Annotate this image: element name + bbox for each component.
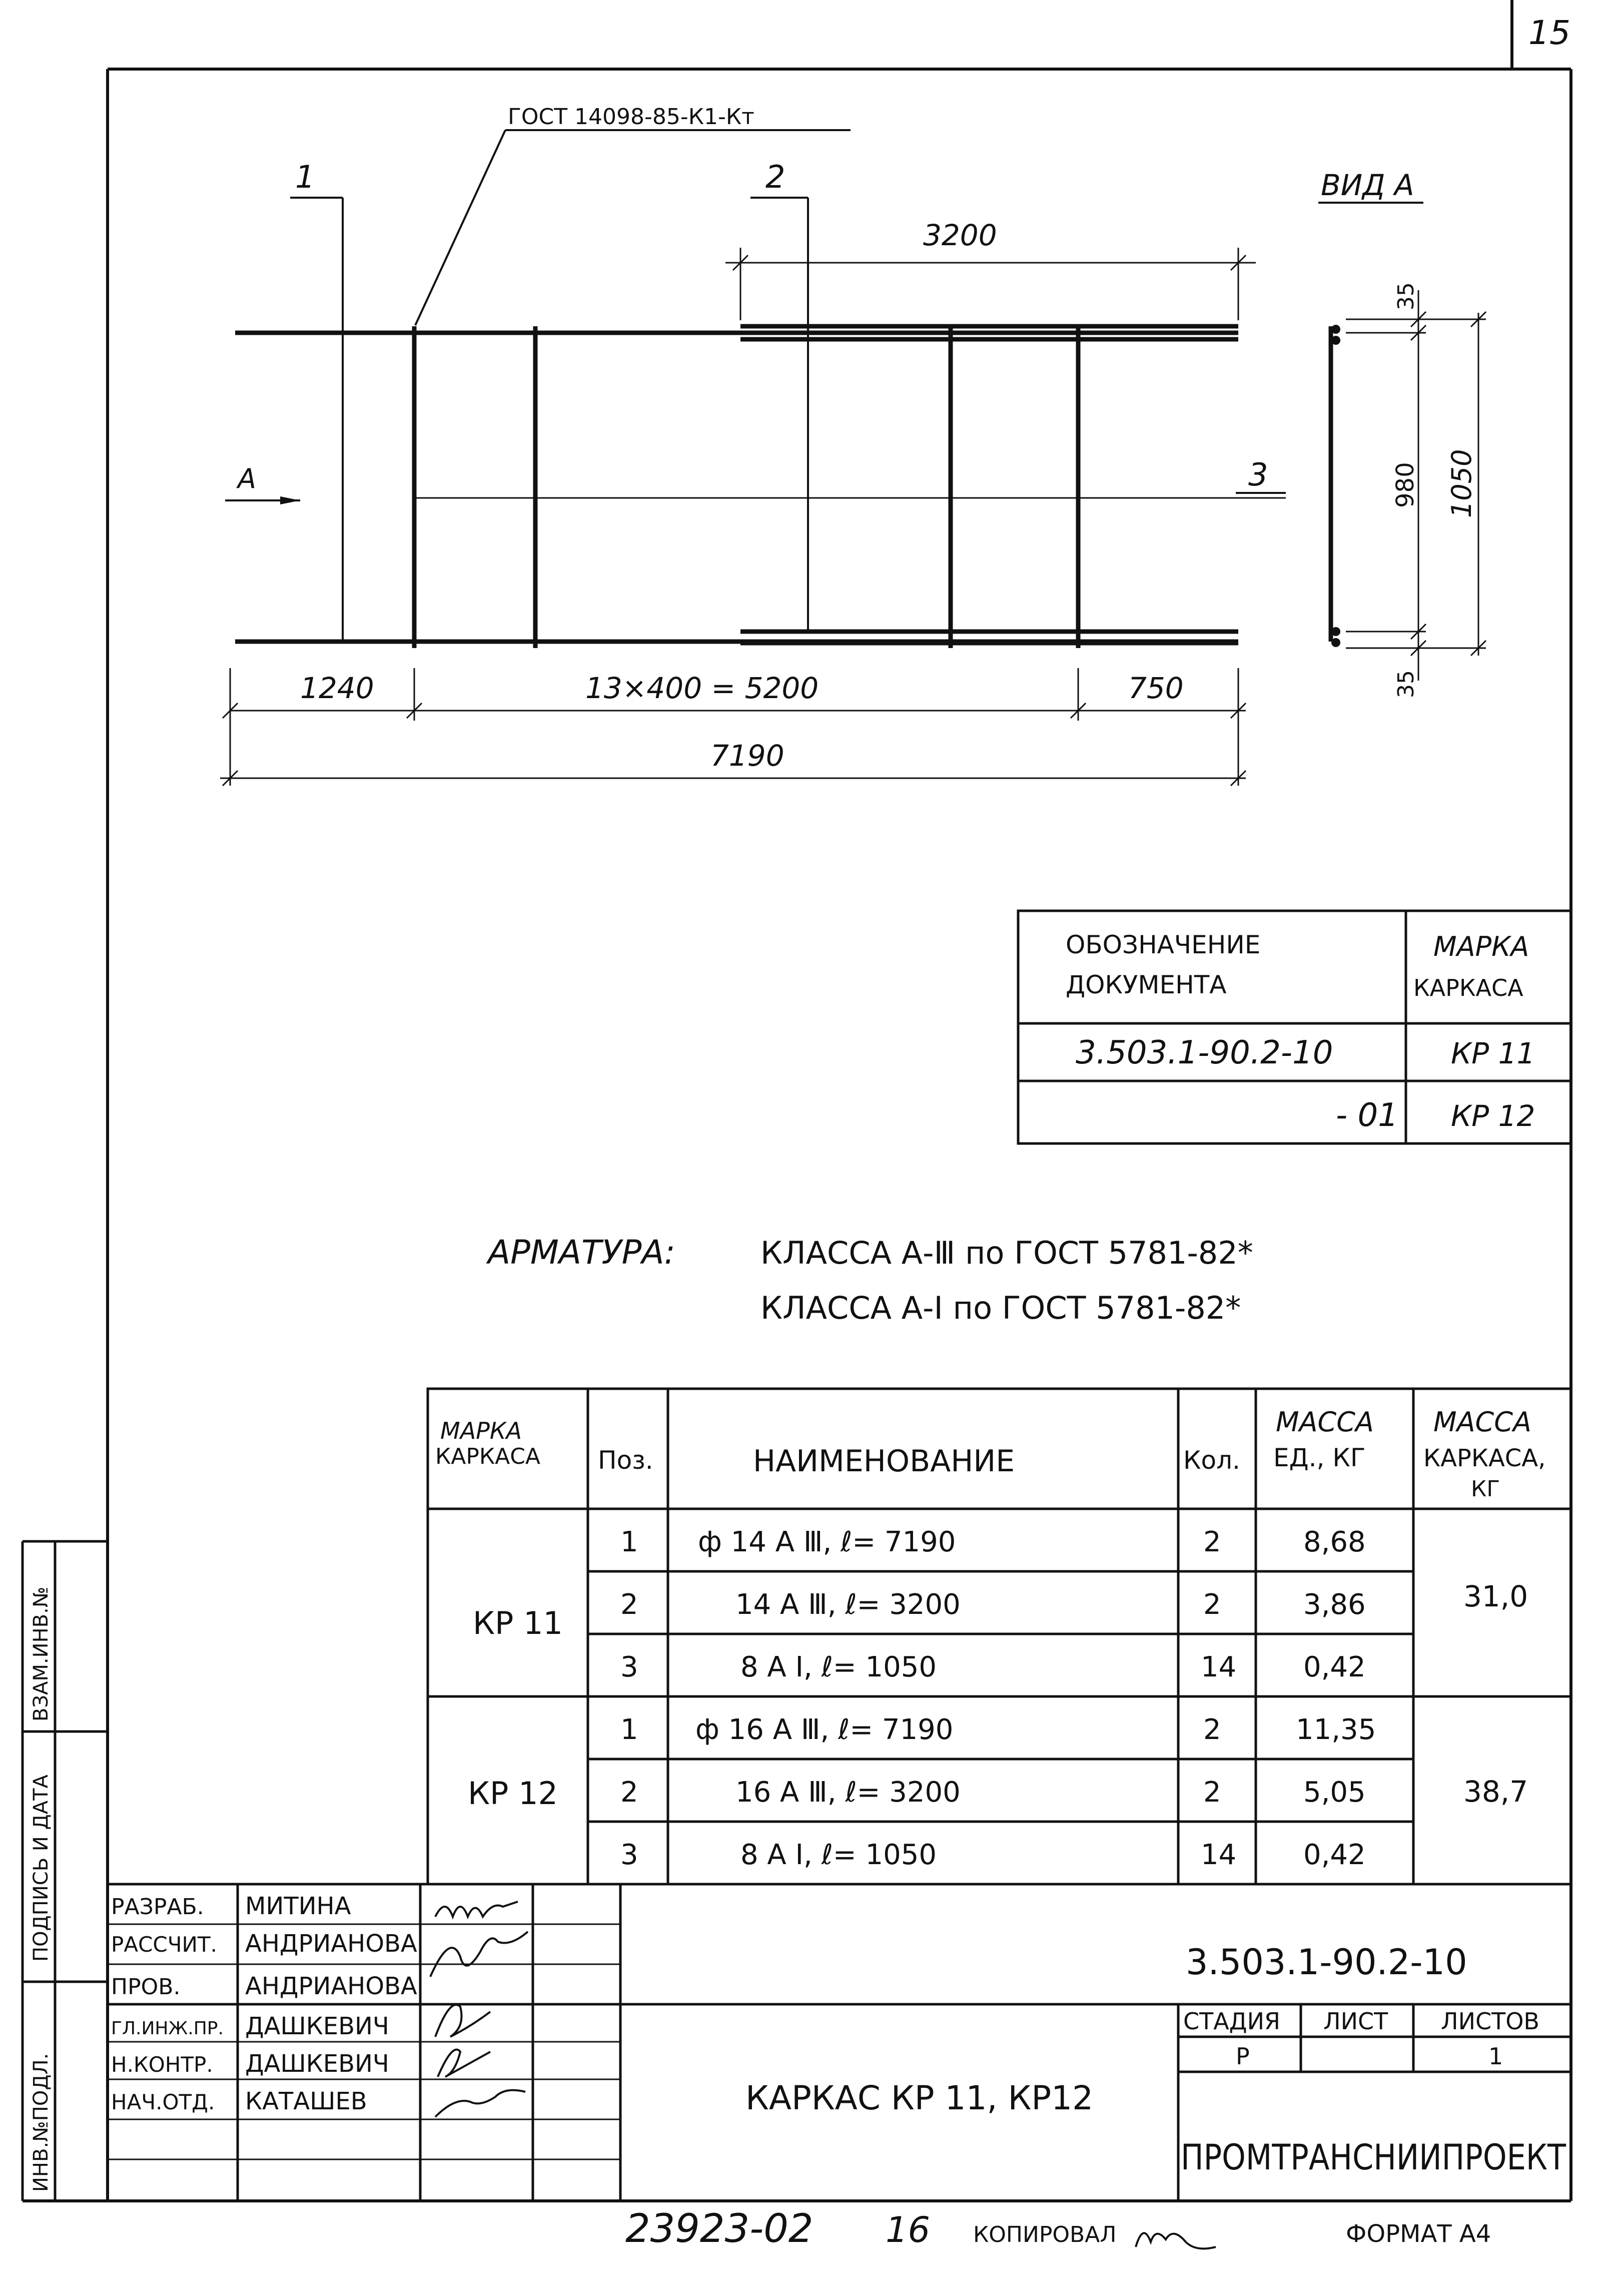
- stage-label: СТАДИЯ: [1183, 2008, 1280, 2035]
- spec-row-mass: 8,68: [1303, 1526, 1366, 1558]
- doc-row-1-mark: КР 11: [1451, 1036, 1535, 1070]
- spec-row-pos: 2: [620, 1588, 638, 1621]
- org-name: ПРОМТРАНСНИИПРОЕКТ: [1181, 2137, 1566, 2178]
- spec-row-qty: 14: [1201, 1651, 1237, 1683]
- spec-header-mass-unit-2: ЕД., КГ: [1273, 1443, 1366, 1472]
- footer-number: 23923-02: [625, 2206, 814, 2251]
- role-label: РАЗРАБ.: [111, 1894, 204, 1920]
- side-stamp-inv: ИНВ.№ПОДЛ.: [30, 2053, 53, 2192]
- dim-total-label: 7190: [710, 739, 784, 773]
- spec-group-1-mark: КР 11: [473, 1605, 563, 1641]
- sheet-label: ЛИСТ: [1323, 2008, 1388, 2035]
- spec-row-pos: 3: [620, 1839, 638, 1871]
- role-name: КАТАШЕВ: [245, 2087, 367, 2115]
- doc-header-mark-1: МАРКА: [1433, 931, 1529, 962]
- armature-note: [486, 1233, 1253, 1326]
- spec-group-2-mark: КР 12: [468, 1775, 558, 1812]
- spec-header-mass-frame-1: МАССА: [1433, 1406, 1531, 1438]
- spec-row-qty: 2: [1203, 1713, 1221, 1746]
- spec-row-name: 8 А Ⅰ, ℓ= 1050: [740, 1651, 937, 1683]
- role-label: РАССЧИТ.: [111, 1932, 217, 1957]
- role-name: ДАШКЕВИЧ: [245, 2050, 389, 2078]
- spec-group-1-mass-frame: 31,0: [1463, 1579, 1528, 1613]
- spec-row-name: ф 14 А Ⅲ, ℓ= 7190: [698, 1526, 956, 1558]
- side-stamp-podpis: ПОДПИСЬ И ДАТА: [30, 1775, 53, 1962]
- role-label: ПРОВ.: [111, 1974, 181, 2000]
- sheets-label: ЛИСТОВ: [1441, 2008, 1539, 2035]
- footer-copied: КОПИРОВАЛ: [973, 2222, 1117, 2247]
- dim-1240-label: 1240: [300, 671, 374, 705]
- spec-row-qty: 2: [1203, 1776, 1221, 1809]
- doc-row-1-designation: 3.503.1-90.2-10: [1076, 1034, 1333, 1071]
- sheets-value: 1: [1488, 2043, 1503, 2070]
- spec-table: [428, 1389, 1571, 1884]
- callout-1: [290, 198, 343, 642]
- dim-3200-label: 3200: [923, 218, 997, 252]
- role-name: ДАШКЕВИЧ: [245, 2012, 389, 2040]
- callout-3-label: 3: [1248, 456, 1268, 493]
- doc-row-2-mark: КР 12: [1451, 1099, 1535, 1133]
- armature-label: АРМАТУРА:: [488, 1233, 675, 1272]
- longitudinal-bars: [235, 326, 1238, 643]
- role-label: ГЛ.ИНЖ.ПР.: [111, 2018, 224, 2039]
- side-stamp: [23, 1541, 108, 2201]
- spec-header-mass-frame-2: КАРКАСА,: [1423, 1444, 1546, 1472]
- dim-1050-label: 1050: [1446, 449, 1477, 518]
- frame-drawing: [220, 104, 1286, 786]
- dim-35-top-label: 35: [1393, 282, 1419, 310]
- callout-2-label: 2: [765, 159, 785, 195]
- spec-row-pos: 1: [620, 1526, 638, 1558]
- spec-header-qty: Кол.: [1183, 1446, 1240, 1475]
- spec-row-pos: 3: [620, 1651, 638, 1683]
- title-block-doc-code: 3.503.1-90.2-10: [1186, 1942, 1467, 1983]
- role-label: НАЧ.ОТД.: [111, 2090, 215, 2114]
- dim-spacing-label: 13×400 = 5200: [585, 671, 819, 705]
- spec-row-mass: 5,05: [1303, 1776, 1366, 1809]
- title-block: [108, 1884, 1571, 2201]
- view-a-title: ВИД А: [1321, 168, 1414, 202]
- gost-note: ГОСТ 14098-85-К1-Кт: [508, 104, 754, 130]
- spec-header-mass-frame-3: КГ: [1471, 1476, 1500, 1502]
- spec-row-name: 14 А Ⅲ, ℓ= 3200: [735, 1588, 961, 1621]
- spec-row-mass: 0,42: [1303, 1839, 1366, 1871]
- spec-header-mark-2: КАРКАСА: [435, 1444, 541, 1469]
- view-a-arrowhead: [280, 496, 300, 504]
- dim-row-2: [220, 771, 1246, 786]
- spec-row-qty: 14: [1201, 1839, 1237, 1871]
- footer-sub: 16: [886, 2209, 931, 2250]
- spec-header-pos: Поз.: [598, 1446, 653, 1475]
- gost-leader: [415, 130, 851, 325]
- signatures: [430, 1902, 528, 2117]
- title-block-title: КАРКАС КР 11, КР12: [745, 2079, 1094, 2117]
- dim-980-label: 980: [1391, 462, 1419, 508]
- spec-row-qty: 2: [1203, 1526, 1221, 1558]
- callout-1-label: 1: [295, 159, 315, 195]
- dim-3200: [725, 248, 1256, 320]
- doc-header-designation-2: ДОКУМЕНТА: [1066, 970, 1227, 999]
- doc-row-2-designation: - 01: [1336, 1097, 1398, 1134]
- stage-value: Р: [1236, 2043, 1250, 2070]
- transverse-bars: [414, 326, 1078, 648]
- copier-signature: [1136, 2233, 1216, 2248]
- doc-header-designation-1: ОБОЗНАЧЕНИЕ: [1066, 930, 1261, 959]
- doc-table: [1018, 911, 1571, 1143]
- spec-group-2-mass-frame: 38,7: [1463, 1775, 1528, 1809]
- spec-row-qty: 2: [1203, 1588, 1221, 1621]
- role-name: АНДРИАНОВА: [245, 1930, 417, 1958]
- spec-row-mass: 11,35: [1296, 1713, 1376, 1746]
- spec-header-name: НАИМЕНОВАНИЕ: [753, 1444, 1015, 1479]
- dim-35-bottom-label: 35: [1393, 670, 1419, 698]
- view-a-arrow-label: А: [238, 463, 256, 494]
- role-name: МИТИНА: [245, 1892, 351, 1920]
- spec-row-mass: 3,86: [1303, 1588, 1366, 1621]
- armature-line-1: КЛАССА А-Ⅲ по ГОСТ 5781-82*: [760, 1235, 1253, 1271]
- side-stamp-vzam: ВЗАМ.ИНВ.№: [30, 1586, 53, 1721]
- dim-750-label: 750: [1128, 671, 1184, 705]
- footer-format: ФОРМАТ А4: [1346, 2220, 1491, 2248]
- spec-header-mark-1: МАРКА: [440, 1417, 522, 1444]
- sheet-number: 15: [1528, 14, 1570, 52]
- spec-row-name: 16 А Ⅲ, ℓ= 3200: [735, 1776, 961, 1809]
- spec-row-mass: 0,42: [1303, 1651, 1366, 1683]
- spec-row-name: 8 А Ⅰ, ℓ= 1050: [740, 1839, 937, 1871]
- spec-header-mass-unit-1: МАССА: [1276, 1406, 1374, 1438]
- view-a: [1318, 168, 1486, 698]
- footer: [625, 2206, 1491, 2251]
- spec-row-pos: 2: [620, 1776, 638, 1809]
- armature-line-2: КЛАССА А-Ⅰ по ГОСТ 5781-82*: [760, 1290, 1241, 1326]
- role-name: АНДРИАНОВА: [245, 1972, 417, 2000]
- spec-row-pos: 1: [620, 1713, 638, 1746]
- doc-header-mark-2: КАРКАСА: [1413, 974, 1523, 1001]
- role-label: Н.КОНТР.: [111, 2052, 213, 2077]
- spec-row-name: ф 16 А Ⅲ, ℓ= 7190: [695, 1713, 954, 1746]
